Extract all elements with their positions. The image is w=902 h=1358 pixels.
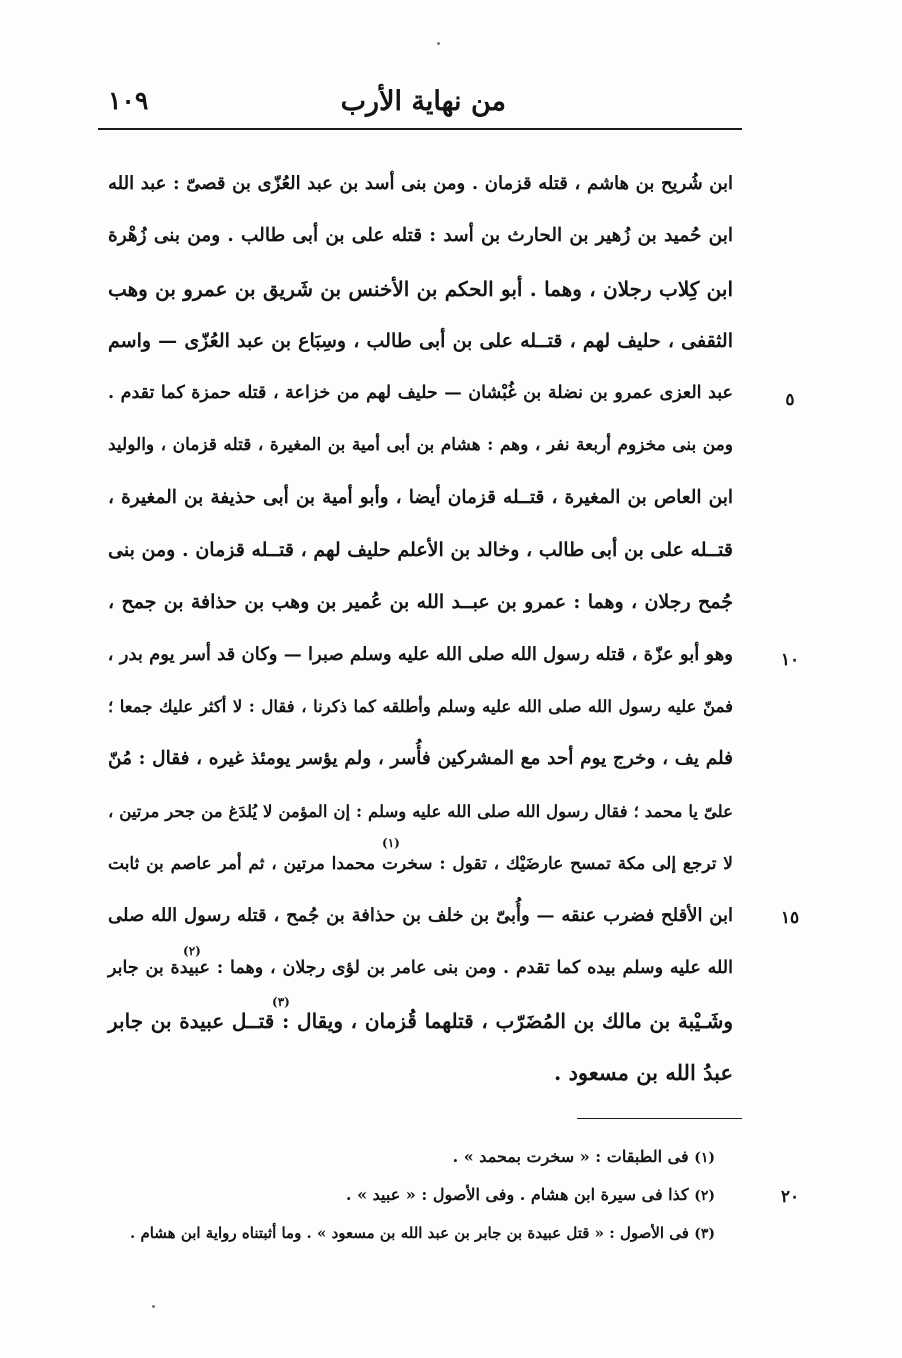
footnote-marker-1: (١) xyxy=(382,836,400,850)
line-number-5: ٥ xyxy=(785,390,795,410)
text-line-8: قتــله على بن أبى طالب ، وخالد بن الأعلم حليف لهم ، قتــله قزمان . ومن بنى xyxy=(108,539,733,562)
text-line-2: ابن حُميد بن زُهير بن الحارث بن أسد : قتله على بن أبى طالب . ومن بنى زُهْرة xyxy=(108,225,733,247)
footnote-marker-3: (٣) xyxy=(272,995,290,1009)
footnote-3-text: فى الأصول : « قتل عبيدة بن جابر بن عبد الله بن مسعود » . وما أثبتناه رواية ابن هشام . xyxy=(130,1224,689,1242)
footnote-1-marker: (١) xyxy=(694,1150,715,1166)
text-line-17: وشَـيْبة بن مالك بن المُضَرّب ، قتلهما قُزمان ، ويقال : قتــل عبيدة بن جابر xyxy=(108,1008,733,1033)
page-number: ١٠٩ xyxy=(108,86,149,115)
text-line-9: جُمح رجلان ، وهما : عمرو بن عبــد الله بن عُمير بن وهب بن حذافة بن جمح ، xyxy=(108,591,733,614)
main-text xyxy=(108,158,733,1099)
text-line-12: فلم يف ، وخرج يوم أحد مع المشركين فأُسر ، ولم يؤسر يومئذ غيره ، فقال : مُنّ xyxy=(108,748,733,770)
footnotes xyxy=(115,1138,715,1252)
text-line-10: وهو أبو عزّة ، قتله رسول الله صلى الله عليه وسلم صبرا — وكان قد أسر يوم بدر ، xyxy=(107,643,733,665)
line-number-10: ١٠ xyxy=(780,650,800,670)
footnote-2-text: كذا فى سيرة ابن هشام . وفى الأصول : « عبيد » . xyxy=(345,1185,689,1204)
text-line-18: عبدُ الله بن مسعود . xyxy=(553,1060,733,1086)
text-line-7: ابن العاص بن المغيرة ، قتــله قزمان أيضا ، وأبو أمية بن أبى حذيفة بن المغيرة ، xyxy=(108,486,733,508)
text-line-16: الله عليه وسلم بيده كما تقدم . ومن بنى عامر بن لؤى رجلان ، وهما : عبيدة بن جابر xyxy=(108,958,733,979)
page-header xyxy=(108,86,742,126)
text-line-11: فمنّ عليه رسول الله صلى الله عليه وسلم وأطلقه كما ذكرنا ، فقال : لا أكثر عليك جمعا ؛ xyxy=(108,696,733,716)
footnote-rule xyxy=(577,1118,742,1119)
text-line-5: عبد العزى عمرو بن نضلة بن غُبْشان — حليف لهم من خزاعة ، قتله حمزة كما تقدم . xyxy=(108,383,733,404)
footnote-3-marker: (٣) xyxy=(694,1226,715,1242)
footnote-2-marker: (٢) xyxy=(694,1188,715,1204)
print-speck xyxy=(152,1305,155,1308)
header-rule xyxy=(98,128,742,130)
footnote-3 xyxy=(115,1214,715,1252)
footnote-2 xyxy=(115,1176,715,1214)
text-line-3: ابن كِلاب رجلان ، وهما . أبو الحكم بن الأخنس بن شَريق بن عمرو بن وهب xyxy=(108,276,733,301)
text-line-1: ابن شُريح بن هاشم ، قتله قزمان . ومن بنى أسد بن عبد العُزّى بن قصىّ : عبد الله xyxy=(108,173,734,194)
text-line-4: الثقفى ، حليف لهم ، قتــله على بن أبى طالب ، وسِبَاع بن عبد العُزّى — واسم xyxy=(108,329,733,352)
footnote-1 xyxy=(115,1138,715,1176)
text-line-13: علىّ يا محمد ؛ فقال رسول الله صلى الله عليه وسلم : إن المؤمن لا يُلدَغ من جحر مرتين ، xyxy=(108,801,733,821)
footnote-1-text: فى الطبقات : « سخرت بمحمد » . xyxy=(452,1147,689,1166)
running-title: من نهاية الأرب xyxy=(340,86,506,117)
text-line-15: ابن الأقلح فضرب عنقه — وأُبىّ بن خلف بن حذافة بن جُمح ، قتله رسول الله صلى xyxy=(108,905,733,927)
print-speck xyxy=(437,42,440,45)
text-line-6: ومن بنى مخزوم أربعة نفر ، وهم : هشام بن أبى أمية بن المغيرة ، قتله قزمان ، والوليد xyxy=(108,435,733,456)
text-line-14: لا ترجع إلى مكة تمسح عارضَيْك ، تقول : سخرت محمدا مرتين ، ثم أمر عاصم بن ثابت xyxy=(108,853,733,874)
footnote-marker-2: (٢) xyxy=(183,944,201,958)
line-number-15: ١٥ xyxy=(780,908,800,928)
line-number-20: ٢٠ xyxy=(780,1187,800,1207)
